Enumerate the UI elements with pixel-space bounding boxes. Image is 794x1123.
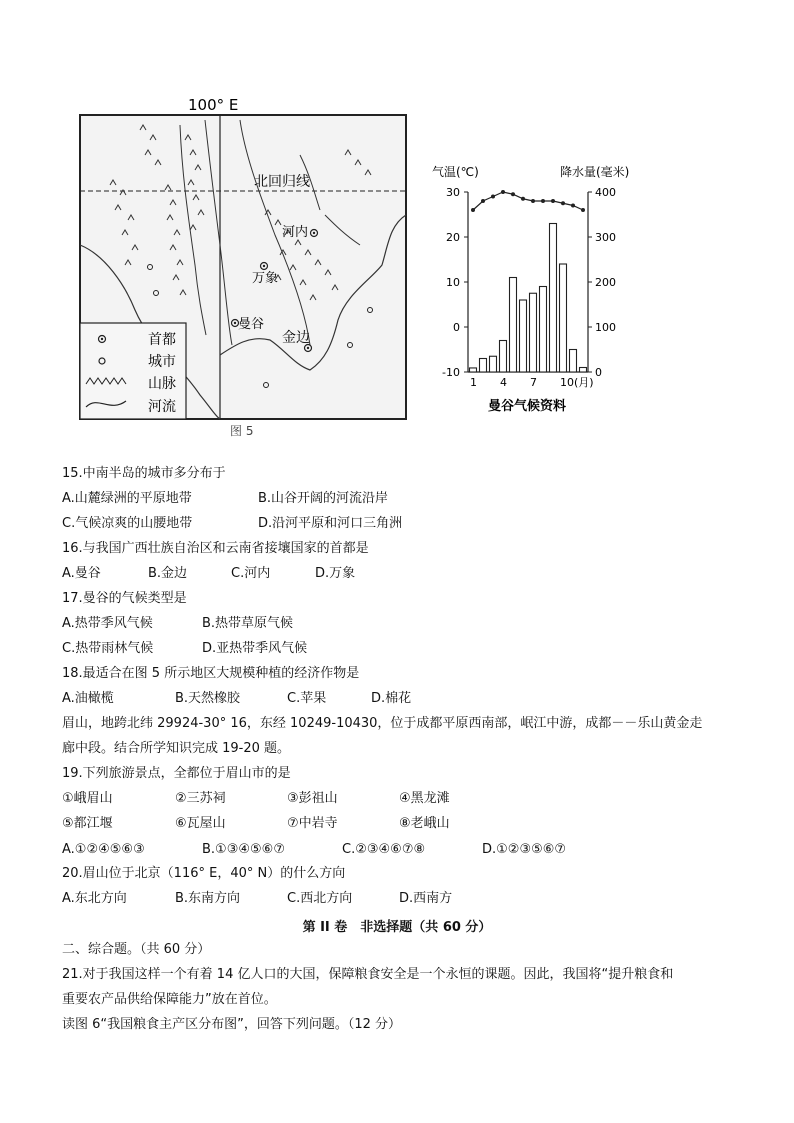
q15-option-a[interactable]: A.山麓绿洲的平原地带	[62, 491, 192, 506]
svg-text:河流: 河流	[148, 399, 176, 415]
q16-option-b[interactable]: B.金边	[148, 566, 188, 581]
svg-text:山脉: 山脉	[148, 376, 176, 392]
city-label-hanoi: 河内	[282, 225, 309, 240]
precip-bar-12	[580, 368, 587, 373]
q17-option-a[interactable]: A.热带季风气候	[62, 616, 153, 631]
passage-line-1: 眉山，地跨北纬 29924-30° 16，东经 10249-10430，位于成都平原西南部，岷江中游，成都－－乐山黄金走	[62, 716, 703, 731]
left-tick-label: 20	[446, 231, 460, 244]
precip-bar-9	[550, 224, 557, 373]
temperature-point-8	[541, 199, 545, 203]
q21-line-3: 读图 6“我国粮食主产区分布图”，回答下列问题。（12 分）	[62, 1017, 402, 1032]
q18-option-b[interactable]: B.天然橡胶	[175, 691, 241, 706]
precip-bar-2	[480, 359, 487, 373]
right-tick-label: 0	[595, 366, 602, 379]
q19-option-c[interactable]: C.②③④⑥⑦⑧	[342, 842, 426, 857]
climate-chart	[430, 160, 670, 420]
site-5: ⑤都江堰	[62, 816, 113, 831]
question-15: 15.中南半岛的城市多分布于	[62, 466, 226, 481]
q15-option-d[interactable]: D.沿河平原和河口三角洲	[258, 516, 403, 531]
question-19: 19.下列旅游景点，全都位于眉山市的是	[62, 766, 291, 781]
precip-bar-10	[560, 264, 567, 372]
q17-option-c[interactable]: C.热带雨林气候	[62, 641, 154, 656]
temperature-point-6	[521, 197, 525, 201]
left-axis-label: 气温(℃)	[432, 165, 479, 179]
x-tick-label: 10(月)	[560, 376, 594, 389]
precip-bar-11	[570, 350, 577, 373]
q18-option-c[interactable]: C.苹果	[287, 691, 327, 706]
precip-bar-5	[510, 278, 517, 373]
temperature-point-12	[581, 208, 585, 212]
temperature-point-10	[561, 201, 565, 205]
left-tick-label: 0	[453, 321, 460, 334]
svg-text:城市: 城市	[148, 354, 176, 370]
question-20: 20.眉山位于北京（116° E，40° N）的什么方向	[62, 866, 346, 881]
chart-title: 曼谷气候资料	[488, 399, 567, 414]
map-figure	[70, 95, 415, 440]
q19-option-b[interactable]: B.①③④⑤⑥⑦	[202, 842, 285, 857]
q15-option-b[interactable]: B.山谷开阔的河流沿岸	[258, 491, 389, 506]
precip-bar-6	[520, 300, 527, 372]
city-label-bangkok: 曼谷	[238, 317, 265, 332]
q15-option-c[interactable]: C.气候凉爽的山腰地带	[62, 516, 193, 531]
right-tick-label: 200	[595, 276, 616, 289]
right-tick-label: 300	[595, 231, 616, 244]
left-tick-label: 30	[446, 186, 460, 199]
city-label-vientiane: 万象	[252, 271, 279, 286]
precip-bar-3	[490, 356, 497, 372]
site-1: ①峨眉山	[62, 791, 113, 806]
site-6: ⑥瓦屋山	[175, 816, 226, 831]
right-tick-label: 100	[595, 321, 616, 334]
right-axis-label: 降水量(毫米)	[560, 165, 630, 179]
part-2-title: 第 II 卷 非选择题（共 60 分）	[302, 920, 492, 935]
q16-option-c[interactable]: C.河内	[231, 566, 271, 581]
temperature-point-3	[491, 195, 495, 199]
x-tick-label: 1	[470, 376, 477, 389]
precip-bar-8	[540, 287, 547, 373]
section-title: 二、综合题。（共 60 分）	[62, 942, 211, 957]
precip-bar-1	[470, 368, 477, 372]
question-16: 16.与我国广西壮族自治区和云南省接壤国家的首都是	[62, 541, 369, 556]
q19-option-a[interactable]: A.①②④⑤⑥③	[62, 842, 145, 857]
q16-option-a[interactable]: A.曼谷	[62, 566, 101, 581]
site-8: ⑧老峨山	[399, 816, 450, 831]
longitude-label: 100° E	[188, 96, 239, 114]
temperature-point-7	[531, 199, 535, 203]
temperature-point-1	[471, 208, 475, 212]
site-7: ⑦中岩寺	[287, 816, 338, 831]
q21-line-1: 21.对于我国这样一个有着 14 亿人口的大国，保障粮食安全是一个永恒的课题。因此，我国将“提升粮食和	[62, 967, 674, 982]
figure-caption: 图 5	[230, 424, 254, 438]
temperature-point-2	[481, 199, 485, 203]
q18-option-a[interactable]: A.油橄榄	[62, 691, 114, 706]
temperature-point-11	[571, 204, 575, 208]
passage-line-2: 廊中段。结合所学知识完成 19-20 题。	[62, 741, 291, 756]
q17-option-d[interactable]: D.亚热带季风气候	[202, 641, 308, 656]
q21-line-2: 重要农产品供给保障能力”放在首位。	[62, 992, 277, 1007]
x-tick-label: 4	[500, 376, 507, 389]
left-tick-label: -10	[442, 366, 460, 379]
tropic-label: 北回归线	[254, 174, 310, 190]
q18-option-d[interactable]: D.棉花	[371, 691, 412, 706]
site-4: ④黑龙滩	[399, 791, 450, 806]
temperature-line	[473, 192, 583, 210]
city-label-phnom-penh: 金边	[282, 330, 310, 346]
site-2: ②三苏祠	[175, 791, 226, 806]
question-17: 17.曼谷的气候类型是	[62, 591, 187, 606]
precip-bar-7	[530, 293, 537, 372]
question-18: 18.最适合在图 5 所示地区大规模种植的经济作物是	[62, 666, 360, 681]
temperature-point-4	[501, 190, 505, 194]
site-3: ③彭祖山	[287, 791, 338, 806]
temperature-point-5	[511, 192, 515, 196]
q20-option-c[interactable]: C.西北方向	[287, 891, 353, 906]
q20-option-b[interactable]: B.东南方向	[175, 891, 241, 906]
q17-option-b[interactable]: B.热带草原气候	[202, 616, 294, 631]
temperature-point-9	[551, 199, 555, 203]
precip-bar-4	[500, 341, 507, 373]
q20-option-a[interactable]: A.东北方向	[62, 891, 127, 906]
q16-option-d[interactable]: D.万象	[315, 566, 356, 581]
left-tick-label: 10	[446, 276, 460, 289]
x-tick-label: 7	[530, 376, 537, 389]
svg-text:首都: 首都	[148, 332, 176, 348]
q19-option-d[interactable]: D.①②③⑤⑥⑦	[482, 842, 567, 857]
right-tick-label: 400	[595, 186, 616, 199]
q20-option-d[interactable]: D.西南方	[399, 891, 453, 906]
